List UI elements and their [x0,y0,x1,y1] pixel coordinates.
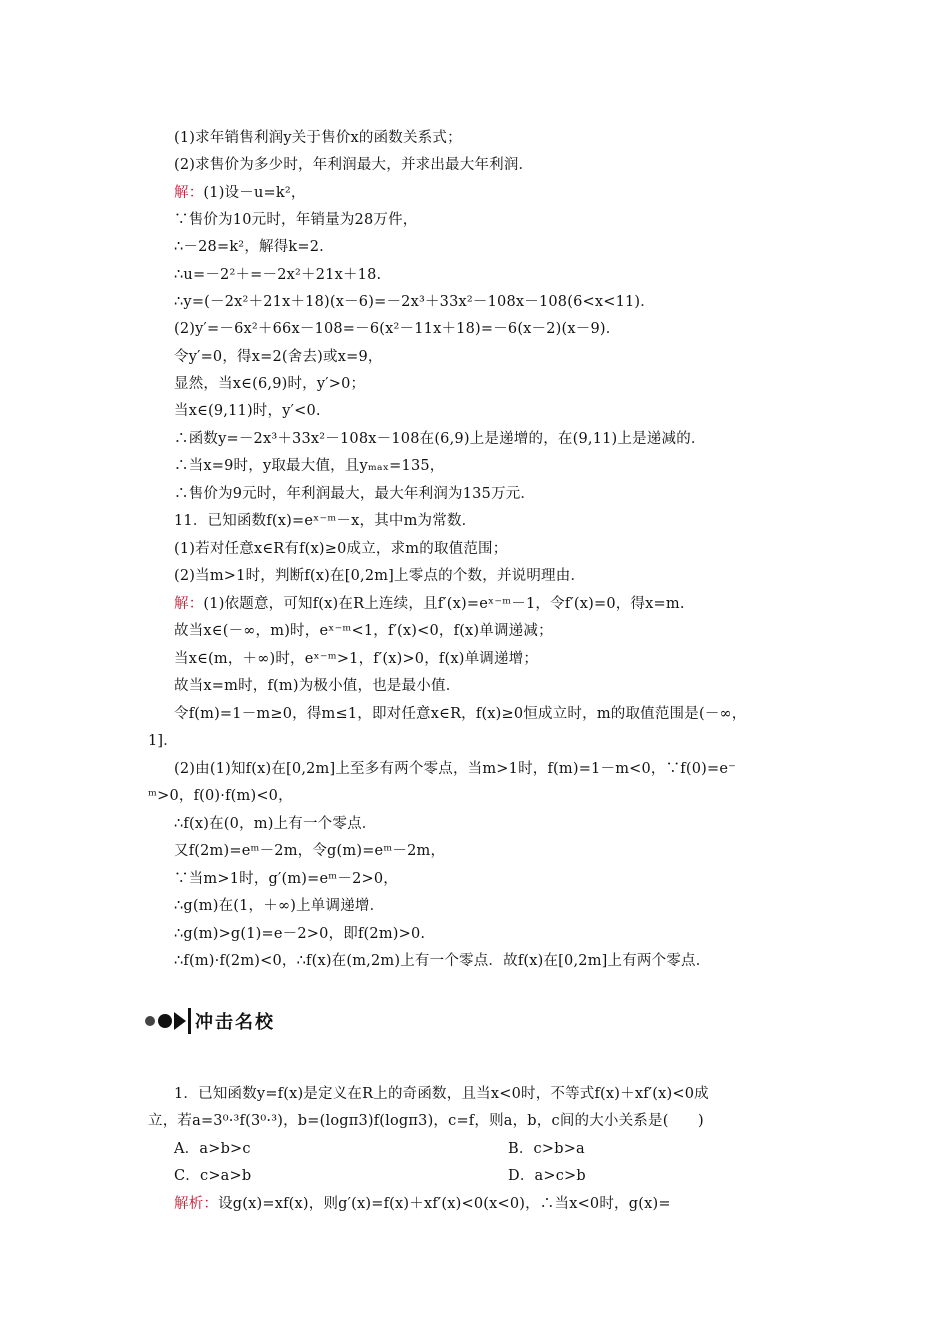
line-text: ∴－28=k²，解得k=2. [174,239,324,255]
line-text: ∴售价为9元时，年利润最大，最大年利润为135万元． [174,486,536,502]
text-line [174,705,747,723]
text-line [174,650,538,668]
line-text: 当x∈(m，＋∞)时，eˣ⁻ᵐ>1，f′(x)>0，f(x)单调递增； [174,651,539,667]
line-text: 立，若a=3⁰·³f(3⁰·³)，b=(logπ3)f(logπ3)，c=f，则a，b，c间的大小关系是( ) [148,1113,704,1129]
text-line [174,430,706,448]
line-text: 故当x∈(－∞，m)时，eˣ⁻ᵐ<1，f′(x)<0，f(x)单调递减； [174,623,553,639]
text-line [174,1085,709,1103]
text-line [148,1112,704,1130]
line-text: ∵售价为10元时，年销量为28万件， [174,212,418,228]
line-text: (2)求售价为多少时，年利润最大，并求出最大年利润． [174,157,534,173]
line-text: C．c>a>b [174,1168,252,1184]
text-line [174,925,425,943]
text-line [174,595,685,613]
dot-icon [158,1014,172,1028]
line-text: B．c>b>a [508,1141,585,1157]
text-line [174,156,533,174]
text-line [174,457,445,475]
line-text: ∴y=(－2x²＋21x＋18)(x－6)=－2x³＋33x²－108x－108(6<x<11)． [174,294,655,310]
line-text: (1)若对任意x∈R有f(x)≥0成立，求m的取值范围； [174,541,508,557]
text-line [174,815,376,833]
text-line [174,842,445,860]
text-line [174,897,384,915]
line-text: 显然，当x∈(6,9)时，y′>0； [174,376,366,392]
text-line [174,402,321,420]
line-text: ᵐ>0，f(0)·f(m)<0， [148,788,293,804]
text-line [174,184,306,202]
line-text: (1)设－u=k²， [203,185,306,201]
section-title: 冲击名校 [188,1008,275,1034]
text-line [174,622,553,640]
line-text: 当x∈(9,11)时，y′<0. [174,403,321,419]
line-text: (2)当m>1时，判断f(x)在[0,2m]上零点的个数，并说明理由． [174,568,586,584]
text-line [174,293,655,311]
arrow-icon [174,1012,186,1030]
line-text: (2)由(1)知f(x)在[0,2m]上至多有两个零点，当m>1时，f(m)=1－m<0，∵f(0)=e⁻ [174,761,737,777]
text-line [508,1167,586,1185]
text-line [174,238,324,256]
text-line [174,1140,251,1158]
solution-label: 解析： [174,1196,219,1212]
text-line [174,348,383,366]
line-text: ∵当m>1时，g′(m)=eᵐ－2>0， [174,871,398,887]
line-text: 1．已知函数y=f(x)是定义在R上的奇函数，且当x<0时，不等式f(x)＋xf′(x)<0成 [174,1086,709,1102]
line-text: 令y′=0，得x=2(舍去)或x=9， [174,349,383,365]
solution-label: 解： [174,596,204,612]
line-text: ∴g(m)>g(1)=e－2>0，即f(2m)>0. [174,926,426,942]
text-line [174,320,620,338]
text-line [174,540,507,558]
line-text: D．a>c>b [508,1168,586,1184]
line-text: 11．已知函数f(x)=eˣ⁻ᵐ－x，其中m为常数． [174,513,477,529]
line-text: 令f(m)=1－m≥0，得m≤1，即对任意x∈R，f(x)≥0恒成立时，m的取值范围是(－∞， [174,706,747,722]
text-line [174,485,535,503]
line-text: A．a>b>c [174,1141,251,1157]
text-line [174,129,462,147]
text-line [148,787,293,805]
text-line [174,375,365,393]
line-text: (1)求年销售利润y关于售价x的函数关系式； [174,130,462,146]
line-text: (2)y′=－6x²＋66x－108=－6(x²－11x＋18)=－6(x－2)(x－9)． [174,321,621,337]
text-line [174,870,398,888]
solution-label: 解： [174,185,204,201]
line-text: ∴f(x)在(0，m)上有一个零点． [174,816,377,832]
line-text: ∴当x=9时，y取最大值，且yₘₐₓ=135， [174,458,445,474]
line-text: 1]． [148,733,178,749]
line-text: ∴f(m)·f(2m)<0，∴f(x)在(m,2m)上有一个零点．故f(x)在[0,2m]上有两个零点． [174,953,711,969]
text-line [174,512,476,530]
line-text: 故当x=m时，f(m)为极小值，也是最小值． [174,678,461,694]
text-line [174,211,418,229]
line-text: 又f(2m)=eᵐ－2m，令g(m)=eᵐ－2m， [174,843,446,859]
text-line [508,1140,585,1158]
text-line [174,266,381,284]
line-text: 设g(x)=xf(x)，则g′(x)=f(x)＋xf′(x)<0(x<0)，∴当x<0时，g(x)= [218,1196,671,1212]
line-text: ∴函数y=－2x³＋33x²－108x－108在(6,9)上是递增的，在(9,11)上是递减的． [174,431,706,447]
section-banner [145,1008,275,1034]
text-line [174,1195,671,1213]
text-line [148,732,178,750]
line-text: ∴g(m)在(1，＋∞)上单调递增． [174,898,385,914]
text-line [174,952,710,970]
text-line [174,760,736,778]
text-line [174,567,585,585]
text-line [174,1167,251,1185]
dot-icon [145,1016,155,1026]
line-text: ∴u=－2²＋=－2x²＋21x＋18. [174,267,382,283]
text-line [174,677,460,695]
line-text: (1)依题意，可知f(x)在R上连续，且f′(x)=eˣ⁻ᵐ－1，令f′(x)=0，得x=m. [203,596,685,612]
